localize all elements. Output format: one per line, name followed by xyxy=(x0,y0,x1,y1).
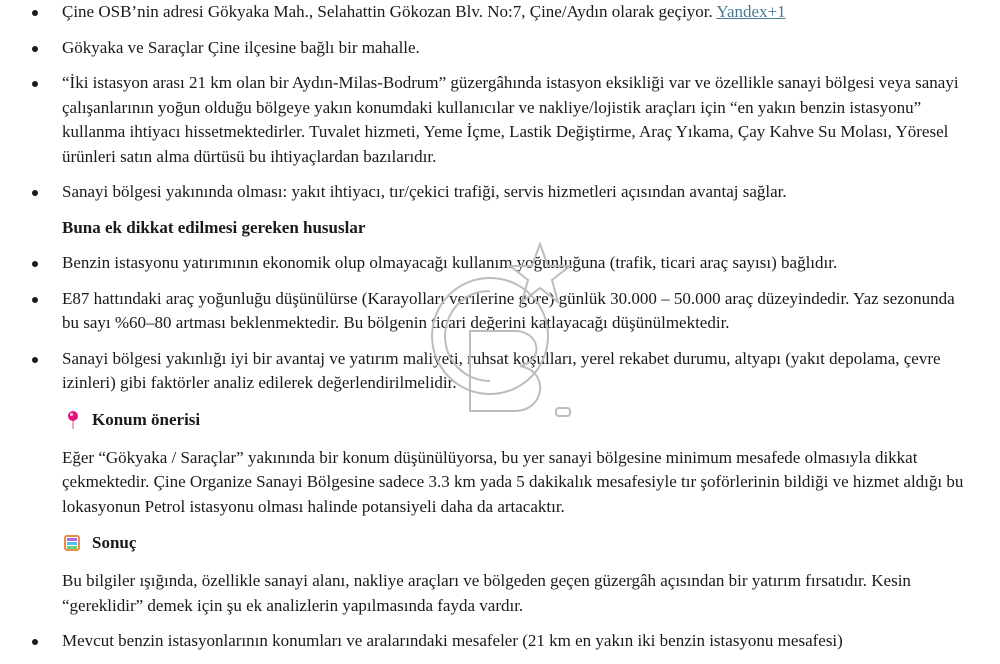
list-item xyxy=(0,71,1000,169)
list-item xyxy=(0,629,1000,664)
pushpin-icon xyxy=(64,410,82,430)
bullet-icon xyxy=(32,357,38,363)
location-heading xyxy=(0,408,1000,432)
list-item xyxy=(0,0,1000,25)
location-paragraph: Eğer “Gökyaka / Saraçlar” yakınında bir konum düşünülüyorsa, bu yer sanayi bölgesine minimum mesafede olmasıyla dikkat çekmektedir. Çine Organize Sanayi Bölgesine sadece 3.3 km yada 5 dakikalık mesafesiyle tır şoförlerinin bildiği ve hizmet aldığı bu lokasyonun Petrol istasyonu olması halinde potansiyeli daha da artacaktır. xyxy=(62,447,964,516)
list-item-text: Gökyaka ve Saraçlar Çine ilçesine bağlı bir mahalle. xyxy=(62,37,420,57)
list-item xyxy=(0,251,1000,276)
bullet-icon xyxy=(32,639,38,645)
list-item-text: E87 hattındaki araç yoğunluğu düşünülürse (Karayolları verilerine göre) günlük 30.000 – 50.000 araç düzeyindedir. Yaz sezonunda bu sayı %60–80 artması beklenmektedir. Bu bölgenin ticari değerini katlayacağı düşünülmektedir. xyxy=(62,288,955,332)
list-item xyxy=(0,287,1000,336)
bullet-icon xyxy=(32,261,38,267)
list-item-text: Mevcut benzin istasyonlarının konumları ve aralarındaki mesafeler (21 km en yakın iki benzin istasyonu mesafesi) xyxy=(62,631,843,650)
result-heading xyxy=(0,531,1000,555)
location-heading-text: Konum önerisi xyxy=(92,409,201,429)
list-item xyxy=(0,36,1000,61)
list-item-text: Benzin istasyonu yatırımının ekonomik olup olmayacağı kullanım yoğunluğuna (trafik, ticari araç sayısı) bağlıdır. xyxy=(62,253,838,272)
bullet-icon xyxy=(32,81,38,87)
list-item-text: Sanayi bölgesi yakınlığı iyi bir avantaj ve yatırım maliyeti, ruhsat koşulları, yerel rekabet durumu, altyapı (yakıt depolama, çevre izinleri) gibi faktörler analiz edilerek değerlendirilmelidir. xyxy=(62,348,941,392)
list-item-text: Sanayi bölgesi yakınında olması: yakıt ihtiyacı, tır/çekici trafiği, servis hizmetleri açısından avantaj sağlar. xyxy=(62,182,787,201)
clipped-line xyxy=(62,654,970,664)
list-icon xyxy=(64,533,82,553)
bullet-icon xyxy=(32,10,38,16)
list-item-text: Çine OSB’nin adresi Gökyaka Mah., Selahattin Gökozan Blv. No:7, Çine/Aydın olarak geçiyor. xyxy=(62,2,717,21)
bullet-icon xyxy=(32,297,38,303)
list-item xyxy=(0,347,1000,396)
subheading: Buna ek dikkat edilmesi gereken hususlar xyxy=(62,217,366,237)
list-item xyxy=(0,180,1000,205)
source-link[interactable]: Yandex+1 xyxy=(716,2,786,21)
bullet-icon xyxy=(32,46,38,52)
bullet-icon xyxy=(32,190,38,196)
result-paragraph: Bu bilgiler ışığında, özellikle sanayi alanı, nakliye araçları ve bölgeden geçen güzergâh açısından bir yatırım fırsatıdır. Kesin “gereklidir” demek için şu ek analizlerin yapılmasında fayda vardır. xyxy=(62,571,911,615)
result-heading-text: Sonuç xyxy=(92,533,137,552)
list-item-text: “İki istasyon arası 21 km olan bir Aydın-Milas-Bodrum” güzergâhında istasyon eksikliği var ve özellikle sanayi bölgesi veya sanayi çalışanlarının yoğun olduğu bölgeye yakın konumdaki kullanıcılar ve nakliye/lojistik araçları için “en yakın benzin istasyonu” kullanma ihtiyacı hissetmektedirler. Tuvalet hizmeti, Yeme İçme, Lastik Değiştirme, Araç Yıkama, Çay Kahve Su Molası, Yöresel ürünleri satın alma dürtüsü bu ihtiyaçlardan bazılarıdır. xyxy=(62,73,959,166)
